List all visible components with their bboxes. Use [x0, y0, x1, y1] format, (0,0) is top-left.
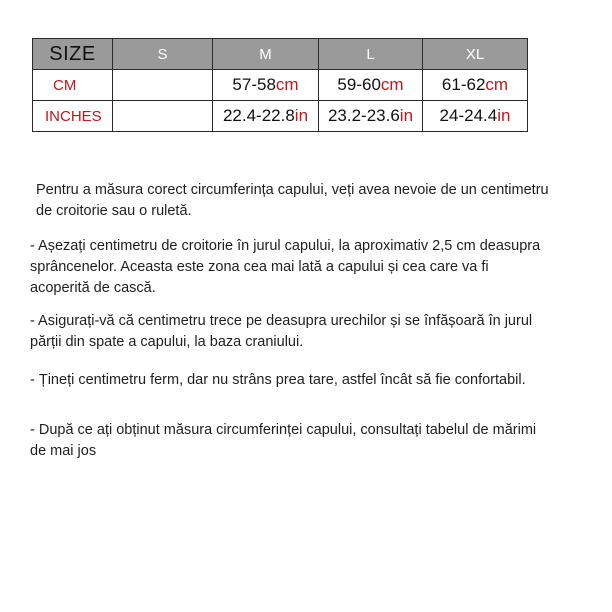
cm-row: [33, 70, 528, 101]
cell-cm-xl: 61-62cm: [423, 70, 528, 101]
cell-cm-l: 59-60cm: [319, 70, 423, 101]
instruction-step-1: - Așezați centimetru de croitorie în jurul capului, la aproximativ 2,5 cm deasupra sprâncenelor. Aceasta este zona cea mai lată a capului și cea care va fi acoperită de cască.: [30, 238, 541, 296]
cell-cm-s: [113, 70, 213, 101]
intro-paragraph: Pentru a măsura corect circumferința capului, veți avea nevoie de un centimetru de croitorie sau o ruletă.: [36, 182, 549, 219]
cell-cm-m: 57-58cm: [213, 70, 319, 101]
cell-in-l: 23.2-23.6in: [319, 101, 423, 132]
header-size: SIZE: [33, 39, 113, 70]
header-l: L: [319, 39, 423, 70]
header-m: M: [213, 39, 319, 70]
header-s: S: [113, 39, 213, 70]
size-chart-table: [32, 38, 528, 132]
instruction-step-2: - Asigurați-vă că centimetru trece pe deasupra urechilor și se înfășoară în jurul părții din spate a capului, la baza craniului.: [30, 313, 533, 350]
instruction-step-3: - Țineți centimetru ferm, dar nu strâns prea tare, astfel încât să fie confortabil.: [30, 372, 526, 388]
row-label-inches: INCHES: [33, 101, 113, 132]
cell-in-xl: 24-24.4in: [423, 101, 528, 132]
cell-in-s: [113, 101, 213, 132]
cell-in-m: 22.4-22.8in: [213, 101, 319, 132]
row-label-cm: CM: [33, 70, 113, 101]
inches-row: [33, 101, 528, 132]
size-header-row: [33, 39, 528, 70]
header-xl: XL: [423, 39, 528, 70]
instruction-step-4: - După ce ați obținut măsura circumferinței capului, consultați tabelul de mărimi de mai jos: [30, 422, 537, 459]
